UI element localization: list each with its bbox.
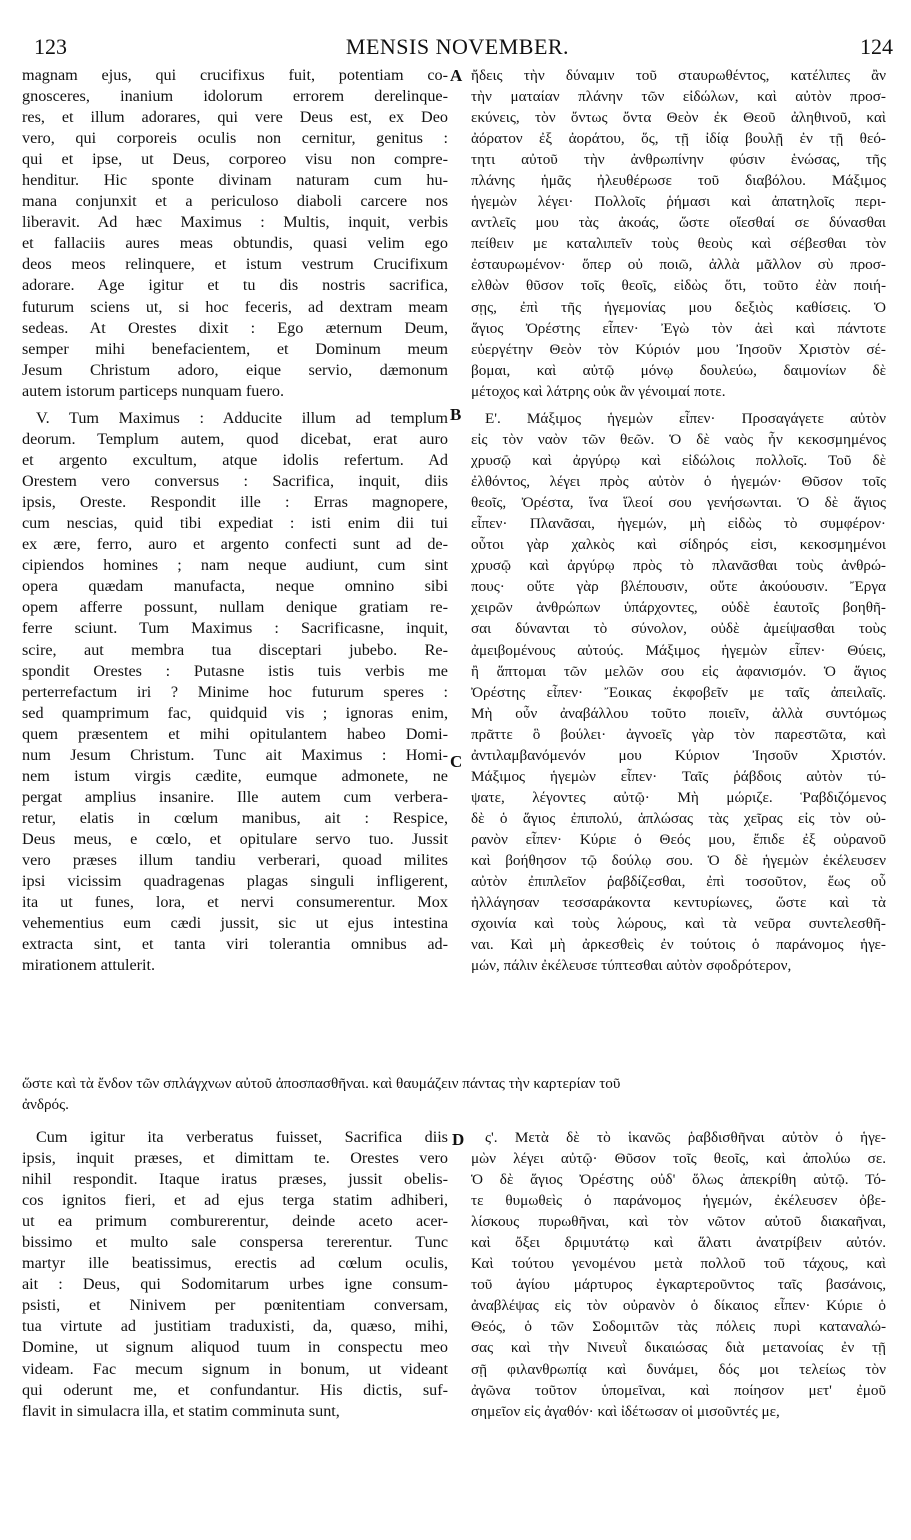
text-line: num Jesum Christum. Tunc ait Maximus : Homi- bbox=[22, 745, 448, 764]
text-line: μών, πάλιν ἐκέλευσε τύπτεσθαι αὐτὸν σφοδρότερον, bbox=[471, 957, 792, 975]
latin-column-top bbox=[22, 65, 448, 402]
text-line: Domine, ut signum aliquod tuum in conspectu meo bbox=[22, 1338, 448, 1357]
text-line: δὲ ὁ ἅγιος ἐπιπολύ, ἁπλώσας τὰς χεῖρας εἰς τὸν οὐ- bbox=[471, 809, 886, 827]
text-line: τοῦ ἁγίου μάρτυρος ἐγκαρτεροῦντος ταῖς βασάνοις, bbox=[471, 1276, 886, 1294]
text-line: ἤδεις τὴν δύναμιν τοῦ σταυρωθέντος, κατέλιπες ἂν bbox=[471, 67, 886, 84]
margin-marker-b: B bbox=[450, 405, 462, 424]
text-line: et fallaciis aures meas obtundis, quasi velim ego bbox=[22, 234, 448, 253]
text-line: ρανὸν εἶπεν· Κύριε ὁ Θεός μου, ἔπιδε ἐξ οὐρανοῦ bbox=[471, 830, 886, 848]
text-line: Μὴ οὖν ἀναβάλλου τοῦτο ποιεῖν, ἀλλὰ συντόμως bbox=[471, 704, 886, 722]
text-line: ελθὼν θῦσον τοῖς θεοῖς, εἰδὼς ὅτι, τοῦτο ἐὰν ποιή- bbox=[471, 277, 886, 295]
text-line: πλάνης ἡμᾶς ἠλευθέρωσε τοῦ διαβόλου. Μάξιμος bbox=[471, 172, 886, 190]
text-line: pergat amplius insanire. Ille autem cum verbera- bbox=[22, 787, 448, 806]
text-line: mirationem attulerit. bbox=[22, 956, 156, 975]
text-line: οὗτοι γὰρ χαλκὸς καὶ σίδηρός εἰσι, κεκοσμημένοι bbox=[471, 536, 886, 554]
text-line: ipsi vicissim quadragenas plagas singuli infligerent, bbox=[22, 872, 448, 891]
text-line: vero præses illum tandiu verberari, quoad milites bbox=[22, 850, 448, 869]
text-line: ς'. Μετὰ δὲ τὸ ἱκανῶς ῥαβδισθῆναι αὐτὸν ὁ ἡγε- bbox=[485, 1129, 886, 1146]
text-line: cos ignitos fieri, et ad ejus terga statim adhiberi, bbox=[22, 1191, 448, 1210]
text-line: ipsis, inquit præses, et dimittam te. Orestes vero bbox=[22, 1149, 448, 1168]
text-line: σας καὶ τὴν Νινευῒ δικαιώσας διὰ μετανοίας ἐν τῇ bbox=[471, 1339, 886, 1357]
text-line: ἠλλάγησαν τεσσαράκοντα κεντυρίωνες, ὥστε καὶ τὰ bbox=[471, 894, 886, 912]
text-line: gnosceres, inanium idolorum errorem derelinque- bbox=[22, 87, 448, 106]
text-line: χρυσῷ καὶ ἀργύρῳ καὶ εἰδώλοις πολλοῖς. Τοῦ δὲ bbox=[471, 452, 886, 470]
margin-marker-a: A bbox=[450, 66, 463, 85]
text-line: ἐσταυρωμένον· ὅπερ οὐ ποιῶ, ἀλλὰ μᾶλλον σὺ προσ- bbox=[471, 256, 886, 274]
text-line: liberavit. Ad hæc Maximus : Multis, inquit, verbis bbox=[22, 213, 448, 232]
text-line: σῇ φιλανθρωπίᾳ καὶ δυνάμει, δός μοι τελείως τὸν bbox=[471, 1360, 886, 1378]
running-header bbox=[22, 34, 893, 60]
text-line: tua virtute ad justitiam traduxisti, da, quæso, mihi, bbox=[22, 1317, 448, 1336]
text-line: magnam ejus, qui crucifixus fuit, potentiam co- bbox=[22, 66, 448, 84]
latin-column-bottom bbox=[22, 1127, 448, 1422]
page-number-right: 124 bbox=[860, 34, 893, 59]
text-line: σῃς, ἐπὶ τῆς ἡγεμονίας μου δεξιὸς καθίσεις. Ὁ bbox=[471, 298, 886, 316]
text-line: opera quædam manufacta, neque omnino sibi bbox=[22, 577, 448, 596]
text-line: εἰς τὸν ναὸν τῶν θεῶν. Ὁ δὲ ναὸς ἦν κεκοσμημένος bbox=[471, 431, 886, 449]
text-line: nihil respondit. Itaque iratus præses, jussit obelis- bbox=[22, 1170, 448, 1189]
text-line: Cum igitur ita verberatus fuisset, Sacrifica diis bbox=[36, 1128, 448, 1146]
text-line: Ε'. Μάξιμος ἡγεμὼν εἶπεν· Προσαγάγετε αὐτὸν bbox=[485, 410, 886, 427]
text-line: adorare. Age igitur et tu dis nostris sacrifica, bbox=[22, 276, 448, 295]
text-line: flavit in simulacra illa, et statim comminuta sunt, bbox=[22, 1401, 340, 1420]
text-line: ut ea primum comburerentur, deinde aceto acer- bbox=[22, 1212, 448, 1231]
text-line: σχοινία καὶ τοὺς λώρους, καὶ τὰ νεῦρα συντελεσθῆ- bbox=[471, 915, 886, 933]
text-line: ἀντιλαμβανόμενόν μου Κύριον Ἰησοῦν Χριστόν. bbox=[471, 746, 886, 764]
text-line: spondit Orestes : Putasne istis tuis verbis me bbox=[22, 661, 448, 680]
text-line: πους· οὔτε γὰρ βλέπουσιν, οὔτε ἀκούουσιν. Ἔργα bbox=[471, 578, 886, 596]
text-line: ναι. Καὶ μὴ ἀρκεσθεὶς ἐν τούτοις ὁ παράνομος ἡγε- bbox=[471, 936, 886, 954]
text-line: henditur. Hic sponte divinam naturam cum hu- bbox=[22, 171, 448, 190]
greek-full-width-continuation bbox=[22, 1073, 886, 1115]
text-line: χρυσῷ καὶ ἀργύρῳ πρὸς τὸ πλανᾶσθαι τοὺς ἀνθρώ- bbox=[471, 557, 886, 575]
margin-marker-c: C bbox=[450, 752, 463, 771]
greek-column-section-e bbox=[471, 408, 886, 976]
margin-marker-d: D bbox=[452, 1130, 465, 1149]
text-line: σαι δύνανται τὸ σύνολον, οὐδὲ ἀμείψασθαι τοὺς bbox=[471, 620, 886, 638]
text-line: mana conjunxit et a periculoso diaboli carcere nos bbox=[22, 192, 448, 211]
text-line: bissimo et multo sale conspersa tererentur. Tunc bbox=[22, 1233, 448, 1252]
running-title: MENSIS NOVEMBER. bbox=[345, 34, 570, 59]
text-line: θεοῖς, Ὀρέστα, ἵνα ἵλεοί σου γενήσωνται. Ὁ δὲ ἅγιος bbox=[471, 494, 886, 512]
text-line: καὶ ὄξει δριμυτάτῳ καὶ ἅλατι ἀνατρίβειν αὐτόν. bbox=[471, 1234, 886, 1252]
latin-column-section-v bbox=[22, 408, 448, 976]
text-line: σημεῖον εἰς ἀγαθόν· καὶ ἰδέτωσαν οἱ μισοῦντές με, bbox=[471, 1402, 780, 1420]
text-line: εἶπεν· Πλανᾶσαι, ἡγεμών, μὴ εἰδὼς τὸ συμφέρον· bbox=[471, 515, 886, 533]
text-line: αντλεῖς μου τὰς ἀκοάς, ὥστε οἴεσθαί σε δύνασθαι bbox=[471, 214, 886, 232]
text-line: ἀγῶνα τοῦτον ὑπομεῖναι, καὶ ποίησον μετ' ἐμοῦ bbox=[471, 1381, 886, 1399]
text-line: ex ære, ferro, auro et argento confecti sunt ad de- bbox=[22, 535, 448, 554]
text-line: τὴν ματαίαν πλάνην τῶν εἰδώλων, καὶ αὐτὸν προσ- bbox=[471, 88, 886, 106]
text-line: quem præsentem et mihi opitulantem habeo Domi- bbox=[22, 724, 448, 743]
text-line: deorum. Templum autem, quod dicebat, erat auro bbox=[22, 430, 448, 449]
text-line: ψατε, λέγοντες αὐτῷ· Μὴ μώριζε. Ῥαβδιζόμενος bbox=[471, 788, 886, 806]
text-line: Καὶ τούτου γενομένου μετὰ πολλοῦ τοῦ τάχους, καὶ bbox=[471, 1255, 886, 1273]
text-line: καὶ βοήθησον τῷ δούλῳ σου. Ὁ δὲ ἡγεμὼν ἐκέλευσεν bbox=[471, 851, 886, 869]
text-line: scire, aut membra tua disceptari jubebo. Re- bbox=[22, 640, 448, 659]
text-line: ἀνδρός. bbox=[22, 1096, 69, 1113]
greek-column-top bbox=[471, 65, 886, 402]
text-line: εὐεργέτην Θεὸν τὸν Κύριόν μου Ἰησοῦν Χριστὸν σέ- bbox=[471, 340, 886, 358]
text-line: sed quamprimum fac, quidquid vis ; ignoras enim, bbox=[22, 703, 448, 722]
text-line: retur, elatis in cœlum manibus, ait : Respice, bbox=[22, 808, 448, 827]
text-line: sedeas. At Orestes dixit : Ego æternum Deum, bbox=[22, 318, 448, 337]
greek-column-section-st bbox=[471, 1127, 886, 1422]
text-line: ipsis, Oreste. Respondit ille : Erras magnopere, bbox=[22, 493, 448, 512]
text-line: vero, qui corporeis oculis non cernitur, genitus : bbox=[22, 129, 448, 148]
text-line: ἀμειβομένους αὐτούς. Μάξιμος ἡγεμὼν εἶπεν· Θύεις, bbox=[471, 641, 886, 659]
text-line: Θεός, ὁ τῶν Σοδομιτῶν τὰς πόλεις πυρὶ καταναλώ- bbox=[471, 1318, 886, 1336]
text-line: Deus meus, e cœlo, et opitulare servo tuo. Jussit bbox=[22, 829, 448, 848]
text-line: ita ut funes, lora, et nervi consumerentur. Mox bbox=[22, 893, 448, 912]
text-line: βομαι, καὶ αὐτῷ μόνῳ δουλεύω, δαιμονίων δὲ bbox=[471, 361, 886, 379]
text-line: μέτοχος καὶ λάτρης οὐκ ἂν γένοιμαί ποτε. bbox=[471, 382, 726, 400]
text-line: cum nescias, quid tibi expediat : isti enim dii tui bbox=[22, 514, 448, 533]
text-line: videam. Fac mecum signum in bonum, ut videant bbox=[22, 1359, 448, 1378]
text-line: opem afferre possunt, nullam denique gratiam re- bbox=[22, 598, 448, 617]
text-line: χειρῶν ἀνθρώπων ὑπάρχοντες, οὐδὲ ἑαυτοῖς βοηθῆ- bbox=[471, 599, 886, 617]
text-line: psisti, et Ninivem per pœnitentiam conversam, bbox=[22, 1296, 448, 1315]
text-line: Ὁ δὲ ἅγιος Ὀρέστης οὐδ' ὅλως ἀπεκρίθη αὐτῷ. Τό- bbox=[471, 1171, 886, 1189]
text-line: ἀναβλέψας εἰς τὸν οὐρανὸν ὁ δίκαιος εἶπεν· Κύριε ὁ bbox=[471, 1297, 886, 1315]
text-line: Orestem vero conversus : Sacrifica, inquit, diis bbox=[22, 472, 448, 491]
text-line: τε θυμωθεὶς ὁ παράνομος ἡγεμών, ἐκέλευσεν ὀβε- bbox=[471, 1192, 886, 1210]
text-line: Jesum Christum adoro, eique servio, dæmonum bbox=[22, 360, 448, 379]
text-line: V. Tum Maximus : Adducite illum ad templum bbox=[36, 409, 448, 427]
text-line: αὐτὸν ἐπιπλεῖον ῥαβδίζεσθαι, ἐπὶ τοσοῦτον, ἕως οὗ bbox=[471, 873, 886, 891]
text-line: Ὀρέστης εἶπεν· Ἔοικας ἐκφοβεῖν με ταῖς ἀπειλαῖς. bbox=[471, 683, 886, 701]
text-line: extracta sint, et tanta viri tolerantia omnibus ad- bbox=[22, 935, 448, 954]
text-line: λίσκους πυρωθῆναι, καὶ τὸν νῶτον αὐτοῦ διακαῆναι, bbox=[471, 1213, 886, 1231]
text-line: martyr ille beatissimus, erectis ad cœlum oculis, bbox=[22, 1254, 448, 1273]
text-line: vehementius eum cædi jussit, sic ut ejus intestina bbox=[22, 914, 448, 933]
text-line: deos meos relinquere, et istum vestrum Crucifixum bbox=[22, 255, 448, 274]
text-line: ait : Deus, qui Sodomitarum urbes igne consum- bbox=[22, 1275, 448, 1294]
text-line: πρᾶττε ὃ βούλει· ἀγνοεῖς γὰρ τὸν παρεστῶτα, καὶ bbox=[471, 725, 886, 743]
text-line: res, et illum adorares, qui vere Deus est, ex Deo bbox=[22, 108, 448, 127]
text-line: ἢ ἅπτομαι τῶν μελῶν σου εἰς ἀφανισμόν. Ὁ ἅγιος bbox=[471, 662, 886, 680]
page-number-left: 123 bbox=[34, 34, 67, 59]
text-line: τητι αὐτοῦ τὴν ἀνθρωπίνην φύσιν ἑνώσας, τῆς bbox=[471, 151, 886, 169]
text-line: ferre sciunt. Tum Maximus : Sacrificasne, inquit, bbox=[22, 619, 448, 638]
text-line: εκύνεις, τὸν ὄντως ὄντα Θεὸν ἐκ Θεοῦ ἀληθινοῦ, καὶ bbox=[471, 109, 886, 127]
text-line: πείθειν με καταλιπεῖν τοὺς θεοὺς καὶ σέβεσθαι τὸν bbox=[471, 235, 886, 253]
text-line: cipiendos homines ; nam neque audiunt, cum sint bbox=[22, 556, 448, 575]
text-line: nem istum virgis cædite, eumque admonete, ne bbox=[22, 766, 448, 785]
text-line: semper mihi benefacientem, et Dominum meum bbox=[22, 339, 448, 358]
text-line: ὥστε καὶ τὰ ἔνδον τῶν σπλάγχνων αὐτοῦ ἀποσπασθῆναι. καὶ θαυμάζειν πάντας τὴν καρτερίαν τοῦ bbox=[22, 1075, 621, 1092]
text-line: ἐλθόντος, λέγει πρὸς αὐτὸν ὁ ἡγεμών· Θῦσον τοῖς bbox=[471, 473, 886, 491]
text-line: perterrefactum iri ? Minime hoc futurum speres : bbox=[22, 682, 448, 701]
text-line: Μάξιμος ἡγεμὼν εἶπεν· Ταῖς ῥάβδοις αὐτὸν τύ- bbox=[471, 767, 886, 785]
text-line: qui et ipse, ut Deus, corporeo visu non compre- bbox=[22, 150, 448, 169]
text-line: ἀόρατον ἐξ ἀοράτου, ὅς, τῇ ἰδίᾳ βουλῇ ἐν τῇ θεό- bbox=[471, 130, 886, 148]
text-line: et argento excultum, atque idolis refertum. Ad bbox=[22, 451, 448, 470]
text-line: futurum sciens ut, si hoc feceris, ad dextram meam bbox=[22, 297, 448, 316]
text-line: μὼν λέγει αὐτῷ· Θῦσον τοῖς θεοῖς, καὶ ἀπολύω σε. bbox=[471, 1150, 886, 1168]
text-line: autem istorum particeps nunquam fuero. bbox=[22, 381, 285, 400]
text-line: qui oderunt me, et confundantur. His dictis, suf- bbox=[22, 1380, 448, 1399]
text-line: ἡγεμὼν λέγει· Πολλοῖς ῥήμασι καὶ ἀπατηλοῖς περι- bbox=[471, 193, 886, 211]
text-line: ἅγιος Ὀρέστης εἶπεν· Ἐγὼ τὸν ἀεὶ καὶ πάντοτε bbox=[471, 319, 886, 337]
